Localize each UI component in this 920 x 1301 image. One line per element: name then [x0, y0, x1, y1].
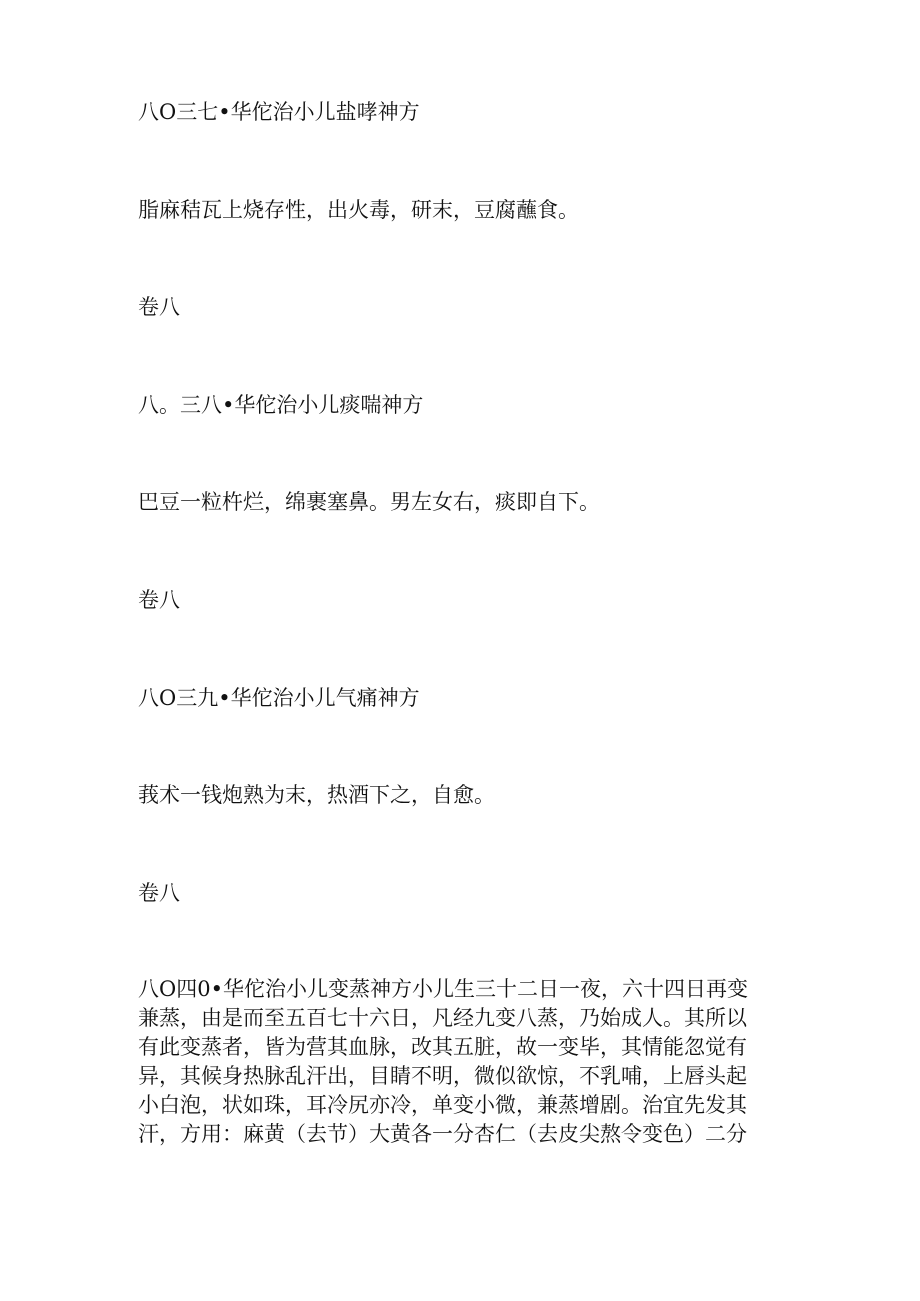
paragraph-line: 异，其候身热脉乱汗出，目睛不明，微似欲惊，不乳哺，上唇头起 [138, 1064, 747, 1088]
paragraph-line: 小白泡，状如珠，耳冷尻亦冷，单变小微，兼蒸增剧。治宜先发其 [138, 1093, 747, 1117]
entry-body: 莪术一钱炮熟为末，热酒下之，自愈。 [138, 783, 495, 807]
paragraph-line: 八O四0•华佗治小儿变蒸神方小儿生三十二日一夜，六十四日再变 [138, 977, 748, 1001]
entry-heading: 八。三八•华佗治小儿痰喘神方 [138, 393, 424, 417]
paragraph-line: 汗，方用：麻黄（去节）大黄各一分杏仁（去皮尖熬令变色）二分 [138, 1122, 747, 1146]
entry-body: 脂麻秸瓦上烧存性，出火毒，研末，豆腐蘸食。 [138, 198, 579, 222]
entry-body: 巴豆一粒杵烂，绵裹塞鼻。男左女右，痰即自下。 [138, 490, 600, 514]
volume-label: 卷八 [138, 588, 180, 612]
volume-label: 卷八 [138, 295, 180, 319]
entry-heading: 八O三九•华佗治小儿气痛神方 [138, 686, 420, 710]
entry-paragraph [138, 975, 788, 1149]
volume-label: 卷八 [138, 881, 180, 905]
entry-heading: 八O三七•华佗治小儿盐哮神方 [138, 100, 420, 124]
paragraph-line: 有此变蒸者，皆为营其血脉，改其五脏，故一变毕，其情能忽觉有 [138, 1035, 747, 1059]
paragraph-line: 兼蒸，由是而至五百七十六日，凡经九变八蒸，乃始成人。其所以 [138, 1006, 747, 1030]
